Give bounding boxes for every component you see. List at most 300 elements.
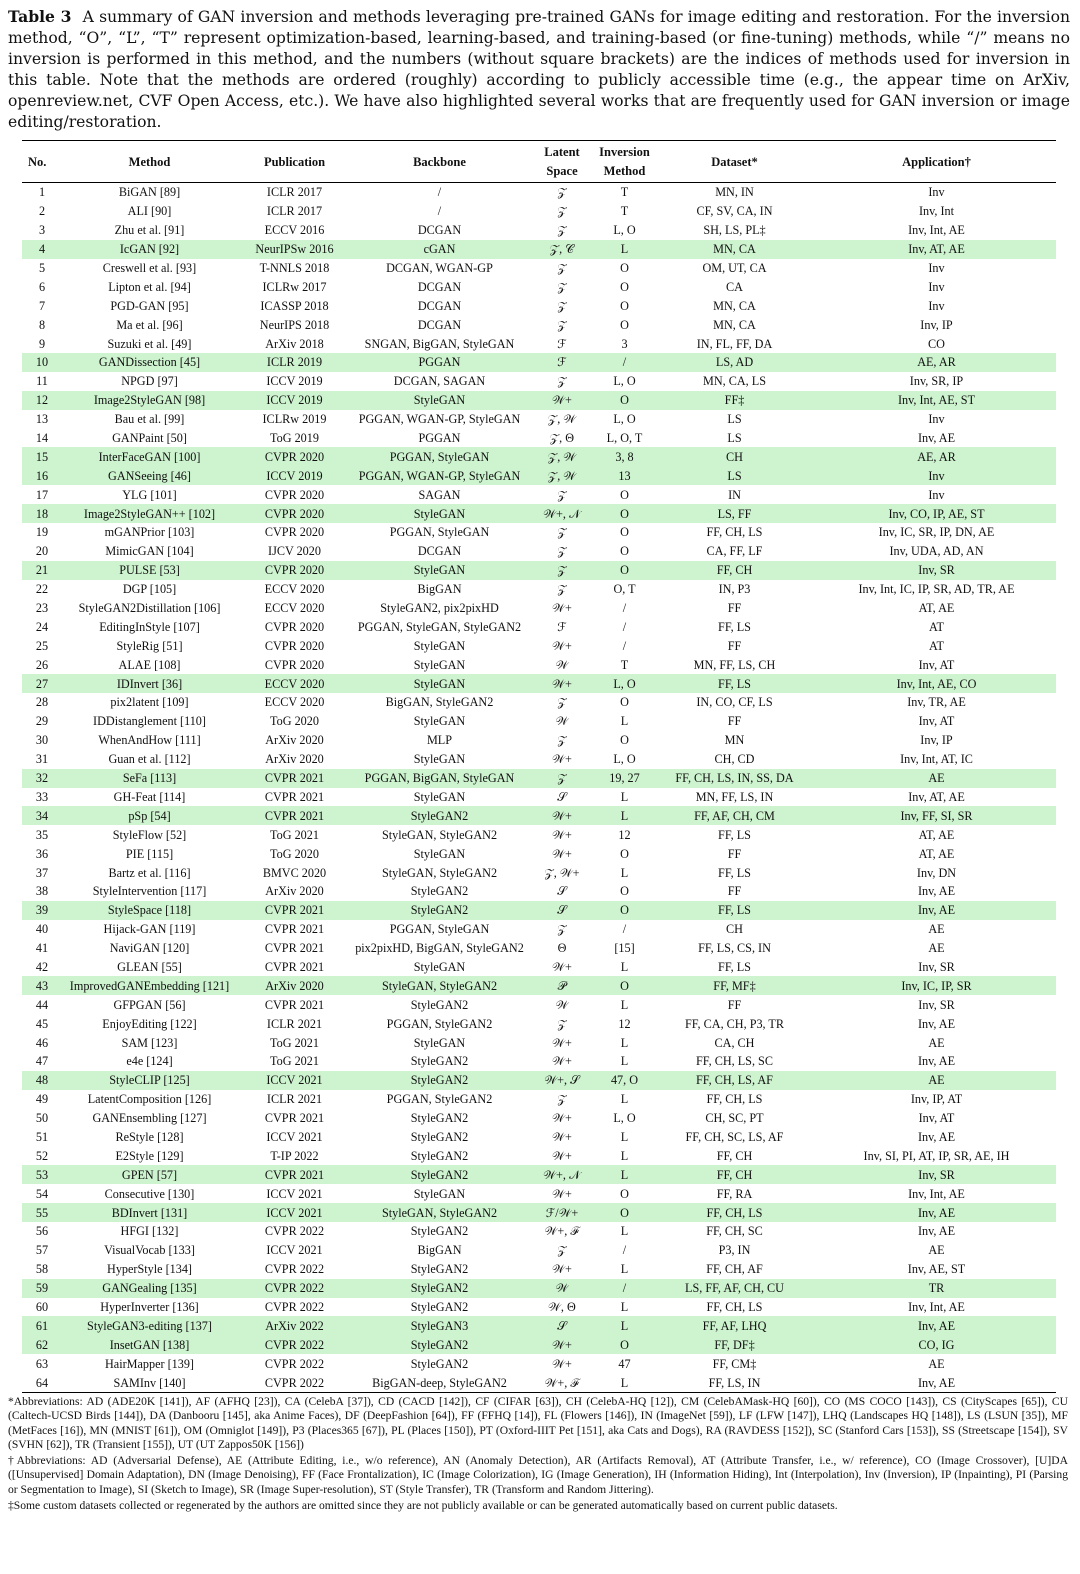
cell-application: Inv, SR, IP — [909, 374, 964, 389]
cell-no: 17 — [35, 487, 49, 502]
cell-publication: CVPR 2020 — [237, 561, 352, 580]
cell-backbone: StyleGAN — [413, 789, 466, 804]
cell-latent-space: 𝒮 — [527, 1316, 597, 1335]
cell-application: Inv, SR — [918, 959, 955, 974]
cell-application: Inv, Int, AE — [908, 1186, 965, 1201]
cell-backbone: StyleGAN2 — [410, 884, 469, 899]
cell-latent-space: 𝒵 — [527, 769, 597, 788]
cell-backbone: / — [437, 185, 442, 200]
cell-latent-space: ℱ — [557, 619, 567, 634]
cell-latent-space: 𝒲+ — [552, 1054, 572, 1069]
cell-method: MimicGAN [104] — [105, 544, 194, 559]
table-row — [22, 485, 1056, 504]
cell-publication: ICLR 2017 — [266, 204, 323, 219]
table-row — [22, 806, 1056, 825]
cell-method: GFPGAN [56] — [113, 997, 186, 1012]
table-row — [22, 1335, 1056, 1354]
cell-backbone: PGGAN — [418, 431, 461, 446]
cell-method: Image2StyleGAN++ [102] — [62, 504, 237, 523]
table-row — [22, 1222, 1056, 1241]
cell-application: Inv, Int, AE, ST — [817, 391, 1056, 410]
cell-dataset: FF, CA, CH, P3, TR — [684, 1016, 785, 1031]
table-row — [22, 636, 1056, 655]
cell-dataset: FF, AF, CH, CM — [652, 806, 817, 825]
cell-publication: ICCV 2021 — [266, 1243, 323, 1258]
cell-method: SeFa [113] — [62, 769, 237, 788]
cell-publication: ArXiv 2018 — [265, 336, 324, 351]
cell-method: StyleFlow [52] — [112, 827, 187, 842]
header-dataset: Dataset* — [652, 141, 817, 183]
cell-dataset: MN, CA, LS — [703, 374, 766, 389]
cell-backbone: PGGAN, StyleGAN2 — [386, 1092, 493, 1107]
cell-no: 62 — [22, 1335, 62, 1354]
header-inversion-line1: Inversion — [597, 141, 652, 163]
cell-latent-space: 𝒵 — [557, 204, 567, 219]
cell-application: AE — [928, 1243, 945, 1258]
table-row — [22, 995, 1056, 1014]
table-row — [22, 1014, 1056, 1033]
cell-inversion-method: L — [620, 1129, 629, 1144]
cell-inversion-method: L, O — [613, 752, 636, 767]
cell-backbone: StyleGAN — [352, 561, 527, 580]
cell-publication: ArXiv 2020 — [265, 752, 324, 767]
cell-application: Inv, IC, SR, IP, DN, AE — [878, 525, 995, 540]
table-row — [22, 561, 1056, 580]
cell-dataset: FF, LS — [718, 619, 751, 634]
cell-no: 19 — [35, 525, 49, 540]
cell-dataset: FF, CH, LS — [652, 1203, 817, 1222]
cell-method: Image2StyleGAN [98] — [62, 391, 237, 410]
cell-application: AE — [928, 1356, 945, 1371]
cell-backbone: PGGAN, WGAN-GP, StyleGAN — [358, 412, 521, 427]
cell-method: DGP [105] — [122, 582, 177, 597]
cell-inversion-method: L, O — [613, 223, 636, 238]
cell-method: GH-Feat [114] — [113, 789, 186, 804]
cell-dataset: IN, CO, CF, LS — [696, 695, 773, 710]
table-row — [22, 976, 1056, 995]
cell-publication: CVPR 2022 — [237, 1373, 352, 1392]
cell-backbone: StyleGAN2 — [352, 1165, 527, 1184]
cell-method: mGANPrior [103] — [104, 525, 195, 540]
cell-dataset: CA, FF, LF — [706, 544, 763, 559]
cell-dataset: FF, LS — [652, 674, 817, 693]
header-inversion-line2: Method — [597, 162, 652, 183]
cell-no: 56 — [35, 1224, 49, 1239]
cell-no: 32 — [22, 769, 62, 788]
cell-latent-space: 𝒲+ — [552, 638, 572, 653]
cell-no: 26 — [35, 657, 49, 672]
header-application: Application† — [817, 141, 1056, 183]
cell-backbone: PGGAN, WGAN-GP, StyleGAN — [352, 466, 527, 485]
cell-application: Inv, DN — [916, 865, 957, 880]
cell-application: Inv, FF, SI, SR — [817, 806, 1056, 825]
cell-application: Inv — [817, 466, 1056, 485]
cell-publication: ToG 2019 — [270, 431, 319, 446]
cell-inversion-method: O — [620, 846, 629, 861]
cell-no: 34 — [22, 806, 62, 825]
cell-method: Bau et al. [99] — [114, 412, 185, 427]
cell-latent-space: 𝒵 — [557, 185, 567, 200]
cell-dataset: FF, AF, LHQ — [652, 1316, 817, 1335]
cell-backbone: StyleGAN2 — [410, 1129, 469, 1144]
table-row — [22, 1203, 1056, 1222]
cell-inversion-method: 3 — [621, 336, 628, 351]
cell-inversion-method: L — [620, 1262, 629, 1277]
table-row — [22, 901, 1056, 920]
cell-no: 46 — [35, 1035, 49, 1050]
cell-publication: ICCV 2019 — [237, 391, 352, 410]
cell-publication: CVPR 2020 — [264, 638, 325, 653]
cell-inversion-method: / — [622, 638, 627, 653]
cell-application: AT, AE — [918, 846, 955, 861]
cell-inversion-method: O — [620, 261, 629, 275]
cell-backbone: StyleGAN2 — [352, 1071, 527, 1090]
cell-backbone: StyleGAN2 — [410, 1299, 469, 1314]
cell-application: Inv, Int, AE — [908, 223, 965, 238]
cell-backbone: StyleGAN, StyleGAN2 — [381, 827, 498, 842]
cell-method: VisualVocab [133] — [104, 1243, 195, 1258]
cell-inversion-method: L, O, T — [606, 431, 643, 446]
cell-method: ReStyle [128] — [115, 1129, 184, 1144]
cell-inversion-method: O — [620, 544, 629, 559]
table-row — [22, 939, 1056, 958]
header-backbone: Backbone — [352, 141, 527, 183]
cell-backbone: StyleGAN — [413, 752, 466, 767]
cell-no: 18 — [22, 504, 62, 523]
table-row — [22, 1109, 1056, 1128]
cell-no: 52 — [35, 1148, 49, 1163]
cell-inversion-method: / — [622, 922, 627, 937]
cell-dataset: P3, IN — [718, 1243, 751, 1258]
footnote-datasets: *Abbreviations: AD (ADE20K [141]), AF (AFHQ [23]), CA (CelebA [37]), CD (CACD [142]), CF (CIFAR [63]), CH (CelebA-HQ [12]), CM (CelebAMask-HQ [60]), CO (MS COCO [143]), CS (CityScapes [65]), CU (Caltech-UCSD Birds [144]), DA (Danbooru [145], aka Anime Faces), DF (DeepFashion [64]), FF (FFHQ [14]), FL (Flowers [146]), IN (ImageNet [59]), LF (LFW [147]), LHQ (Landscapes HQ [148]), LS (LSUN [35]), MF (MetFaces [16]), MN (MNIST [61]), OM (Omniglot [149]), P3 (Places365 [67]), PL (Places [150]), PT (Oxford-IIIT Pet [151], aka Cats and Dogs), RA (RAVDESS [152]), SC (Stanford Cars [153]), SS (Streetscape [154]), SV (SVHN [62]), TR (Transient [155]), UT (UT Zappos50K [156]) — [8, 1395, 1068, 1451]
cell-no: 55 — [22, 1203, 62, 1222]
cell-inversion-method: O — [597, 561, 652, 580]
cell-backbone: StyleGAN2, pix2pixHD — [380, 601, 499, 616]
cell-dataset: SH, LS, PL‡ — [703, 223, 766, 238]
cell-publication: CVPR 2020 — [264, 619, 325, 634]
cell-backbone: PGGAN, StyleGAN — [389, 922, 490, 937]
table-row — [22, 296, 1056, 315]
cell-backbone: StyleGAN, StyleGAN2 — [381, 865, 498, 880]
table-row — [22, 1316, 1056, 1335]
cell-inversion-method: L — [620, 997, 629, 1012]
cell-inversion-method: L, O — [613, 412, 636, 427]
cell-publication: ICCV 2021 — [266, 1186, 323, 1201]
cell-no: 42 — [35, 959, 49, 974]
cell-method: Zhu et al. [91] — [114, 223, 185, 238]
cell-backbone: StyleGAN2 — [352, 1335, 527, 1354]
cell-publication: T-IP 2022 — [270, 1148, 319, 1163]
table-row — [22, 731, 1056, 750]
cell-method: Consecutive [130] — [104, 1186, 195, 1201]
cell-no: 50 — [35, 1111, 49, 1126]
cell-latent-space: 𝒵 — [557, 582, 567, 597]
table-row — [22, 1090, 1056, 1109]
cell-publication: CVPR 2020 — [264, 487, 325, 502]
cell-dataset: MN, CA — [713, 317, 756, 332]
cell-dataset: FF — [727, 638, 742, 653]
cell-latent-space: 𝒲+ — [552, 601, 572, 616]
cell-no: 11 — [36, 374, 48, 389]
cell-no: 53 — [22, 1165, 62, 1184]
cell-inversion-method: O — [620, 884, 629, 899]
cell-no: 31 — [35, 752, 49, 767]
cell-method: IcGAN [92] — [62, 240, 237, 259]
cell-method: WhenAndHow [111] — [98, 733, 201, 748]
cell-application: Inv — [928, 487, 945, 502]
cell-latent-space: 𝒲+, ℱ — [527, 1373, 597, 1392]
table-row — [22, 391, 1056, 410]
cell-method: InterFaceGAN [100] — [62, 447, 237, 466]
cell-inversion-method: L — [620, 789, 629, 804]
cell-dataset: MN, CA — [652, 240, 817, 259]
footnote-applications: †Abbreviations: AD (Adversarial Defense), AE (Attribute Editing, i.e., w/o reference), AN (Anomaly Detection), AR (Artifacts Removal), AT (Attribute Transfer, i.e., w/ reference), CO (Image Crossover), [U]DA ([Unsupervised] Domain Adaptation), DN (Image Denoising), FF (Face Frontalization), IC (Image Colorization), IG (Image Generation), IH (Information Hiding), Int (Interpolation), Inv (Inversion), IP (Inpainting), PI (Parsing or Segmentation to Image), SI (Sketch to Image), SR (Image Super-resolution), ST (Style Transfer), TR (Transform and Random Jittering). — [8, 1454, 1068, 1496]
cell-publication: CVPR 2021 — [264, 959, 325, 974]
cell-no: 63 — [35, 1356, 49, 1371]
cell-dataset: MN, IN — [715, 185, 754, 200]
header-publication: Publication — [237, 141, 352, 183]
cell-method: StyleCLIP [125] — [62, 1071, 237, 1090]
table-row — [22, 1128, 1056, 1147]
cell-inversion-method: O — [620, 525, 629, 540]
cell-inversion-method: L — [620, 1299, 629, 1314]
cell-inversion-method: 19, 27 — [597, 769, 652, 788]
cell-publication: ICLRw 2019 — [262, 412, 327, 427]
header-latent-line1: Latent — [527, 141, 597, 163]
cell-method: SAMInv [140] — [62, 1373, 237, 1392]
cell-backbone: StyleGAN — [352, 391, 527, 410]
cell-publication: CVPR 2021 — [264, 789, 325, 804]
cell-no: 2 — [38, 204, 46, 219]
cell-application: AE — [817, 769, 1056, 788]
cell-inversion-method: L — [620, 1092, 629, 1107]
cell-dataset: MN, FF, LS, IN — [695, 789, 774, 804]
cell-publication: ArXiv 2022 — [237, 1316, 352, 1335]
cell-inversion-method: O — [620, 487, 629, 502]
cell-method: EnjoyEditing [122] — [102, 1016, 197, 1031]
cell-latent-space: 𝒲+ — [552, 1129, 572, 1144]
cell-backbone: StyleGAN — [413, 846, 466, 861]
cell-method: LatentComposition [126] — [87, 1092, 212, 1107]
cell-no: 61 — [22, 1316, 62, 1335]
cell-inversion-method: L — [597, 1165, 652, 1184]
cell-dataset: FF, CH, AF — [706, 1262, 763, 1277]
cell-inversion-method: L — [597, 240, 652, 259]
cell-application: Inv, AE, ST — [907, 1262, 966, 1277]
table-row — [22, 466, 1056, 485]
cell-inversion-method: L — [620, 1224, 629, 1239]
cell-no: 49 — [35, 1092, 49, 1107]
table-row — [22, 542, 1056, 561]
cell-application: Inv, AT — [918, 714, 955, 729]
header-row — [22, 141, 1056, 163]
cell-inversion-method: T — [620, 657, 629, 672]
cell-no: 43 — [22, 976, 62, 995]
cell-method: Hijack-GAN [119] — [103, 922, 196, 937]
cell-latent-space: 𝒲+ — [552, 1262, 572, 1277]
cell-publication: NeurIPSw 2016 — [237, 240, 352, 259]
cell-latent-space: 𝒲 — [555, 714, 569, 729]
cell-backbone: BigGAN, StyleGAN2 — [385, 695, 494, 710]
cell-publication: BMVC 2020 — [262, 865, 327, 880]
cell-method: Bartz et al. [116] — [108, 865, 191, 880]
cell-publication: ICCV 2021 — [237, 1203, 352, 1222]
cell-application: Inv, AT — [918, 1111, 955, 1126]
cell-inversion-method: L, O — [613, 374, 636, 389]
cell-application: AT — [929, 638, 944, 653]
cell-inversion-method: O — [597, 1203, 652, 1222]
cell-inversion-method: L, O — [613, 1111, 636, 1126]
cell-no: 7 — [38, 298, 46, 313]
cell-no: 8 — [38, 317, 46, 332]
table-caption — [8, 6, 1070, 133]
cell-inversion-method: O — [620, 298, 629, 313]
cell-inversion-method: 47, O — [597, 1071, 652, 1090]
cell-latent-space: 𝒵 — [557, 1092, 567, 1107]
cell-dataset: FF — [727, 997, 742, 1012]
cell-dataset: FF — [727, 884, 742, 899]
cell-latent-space: 𝒵 — [557, 525, 567, 540]
cell-no: 14 — [35, 431, 49, 446]
table-row — [22, 1071, 1056, 1090]
table-row — [22, 183, 1056, 202]
cell-inversion-method: O — [620, 317, 629, 332]
table-row — [22, 1279, 1056, 1298]
cell-backbone: PGGAN — [352, 353, 527, 372]
cell-dataset: FF, LS, IN — [652, 1373, 817, 1392]
cell-latent-space: 𝒵 — [557, 223, 567, 238]
cell-application: Inv, IC, IP, SR — [817, 976, 1056, 995]
cell-application: Inv, Int, IC, IP, SR, AD, TR, AE — [858, 582, 1015, 597]
cell-inversion-method: 12 — [618, 827, 631, 842]
cell-latent-space: 𝒲+ — [552, 1186, 572, 1201]
cell-method: EditingInStyle [107] — [99, 619, 200, 634]
cell-publication: ICCV 2019 — [266, 374, 323, 389]
cell-latent-space: 𝒲+ — [527, 806, 597, 825]
cell-backbone: StyleGAN — [413, 959, 466, 974]
cell-no: 45 — [35, 1016, 49, 1031]
cell-dataset: FF, CH, LS — [706, 1299, 763, 1314]
cell-dataset: FF, MF‡ — [652, 976, 817, 995]
cell-application: AE — [928, 922, 945, 937]
table-row — [22, 334, 1056, 353]
cell-dataset: CH, SC, PT — [705, 1111, 764, 1126]
cell-publication: ToG 2021 — [270, 1054, 319, 1069]
cell-application: Inv, SR — [918, 997, 955, 1012]
table-row — [22, 750, 1056, 769]
cell-latent-space: 𝒵 — [557, 544, 567, 559]
cell-backbone: StyleGAN2 — [410, 1262, 469, 1277]
cell-application: Inv, AE — [817, 1373, 1056, 1392]
table-row — [22, 523, 1056, 542]
cell-publication: ICLR 2017 — [266, 185, 323, 200]
cell-dataset: FF, LS — [718, 959, 751, 974]
table-row — [22, 221, 1056, 240]
cell-dataset: IN, FL, FF, DA — [696, 336, 773, 351]
cell-backbone: PGGAN, StyleGAN2 — [386, 1016, 493, 1031]
cell-backbone: DCGAN — [417, 223, 462, 238]
cell-method: GLEAN [55] — [117, 959, 182, 974]
cell-publication: ICLR 2021 — [266, 1092, 323, 1107]
cell-backbone: StyleGAN, StyleGAN2 — [352, 1203, 527, 1222]
cell-no: 6 — [38, 279, 46, 294]
cell-dataset: FF, LS — [652, 901, 817, 920]
cell-application: Inv, CO, IP, AE, ST — [817, 504, 1056, 523]
cell-no: 1 — [38, 185, 46, 200]
cell-dataset: FF — [727, 846, 742, 861]
cell-application: Inv, Int, AT, IC — [900, 752, 973, 767]
cell-backbone: StyleGAN2 — [410, 1054, 469, 1069]
cell-inversion-method: / — [597, 353, 652, 372]
table-row — [22, 1354, 1056, 1373]
cell-method: HairMapper [139] — [104, 1356, 194, 1371]
cell-method: HFGI [132] — [120, 1224, 179, 1239]
cell-method: IDInvert [36] — [62, 674, 237, 693]
cell-dataset: FF, CH, LS, AF — [652, 1071, 817, 1090]
cell-publication: CVPR 2021 — [264, 941, 325, 956]
cell-dataset: MN, FF, LS, CH — [693, 657, 776, 672]
cell-no: 27 — [22, 674, 62, 693]
cell-method: StyleSpace [118] — [62, 901, 237, 920]
cell-no: 57 — [35, 1243, 49, 1258]
table-row — [22, 844, 1056, 863]
cell-inversion-method: L — [597, 806, 652, 825]
cell-application: Inv, AT, AE — [908, 789, 965, 804]
cell-publication: CVPR 2021 — [237, 1165, 352, 1184]
cell-publication: ICCV 2021 — [237, 1071, 352, 1090]
cell-backbone: BigGAN — [417, 1243, 462, 1258]
cell-application: Inv — [928, 185, 945, 200]
table-row — [22, 504, 1056, 523]
cell-no: 47 — [35, 1054, 49, 1069]
cell-dataset: FF, CH, LS — [706, 525, 763, 540]
cell-inversion-method: / — [622, 1243, 627, 1258]
table-row — [22, 882, 1056, 901]
cell-dataset: FF, CM‡ — [712, 1356, 757, 1371]
cell-application: Inv — [928, 261, 945, 275]
cell-latent-space: 𝒵 — [557, 279, 567, 294]
cell-backbone: StyleGAN — [413, 1035, 466, 1050]
table-row — [22, 1165, 1056, 1184]
cell-dataset: FF, CH — [652, 1165, 817, 1184]
cell-publication: CVPR 2020 — [264, 525, 325, 540]
cell-method: StyleRig [51] — [116, 638, 183, 653]
cell-latent-space: 𝒲+ — [527, 674, 597, 693]
cell-method: YLG [101] — [122, 487, 177, 502]
header-latent-line2: Space — [527, 162, 597, 183]
cell-dataset: FF‡ — [652, 391, 817, 410]
cell-application: AT, AE — [918, 827, 955, 842]
cell-application: AE, AR — [817, 447, 1056, 466]
cell-publication: NeurIPS 2018 — [259, 317, 330, 332]
cell-method: HyperStyle [134] — [107, 1262, 192, 1277]
cell-application: Inv, IP — [920, 317, 953, 332]
cell-method: InsetGAN [138] — [62, 1335, 237, 1354]
cell-latent-space: 𝒲+ — [527, 1335, 597, 1354]
cell-dataset: CA, CH — [714, 1035, 755, 1050]
cell-method: HyperInverter [136] — [100, 1299, 199, 1314]
cell-latent-space: ℱ/𝒲+ — [527, 1203, 597, 1222]
cell-inversion-method: / — [597, 1279, 652, 1298]
cell-latent-space: 𝒲+, 𝒩 — [527, 1165, 597, 1184]
cell-publication: CVPR 2022 — [237, 1279, 352, 1298]
cell-method: PGD-GAN [95] — [110, 298, 189, 313]
cell-method: Guan et al. [112] — [108, 752, 191, 767]
cell-dataset: FF — [727, 714, 742, 729]
summary-table — [22, 140, 1056, 1393]
cell-inversion-method: O — [620, 733, 629, 748]
table-row — [22, 580, 1056, 599]
